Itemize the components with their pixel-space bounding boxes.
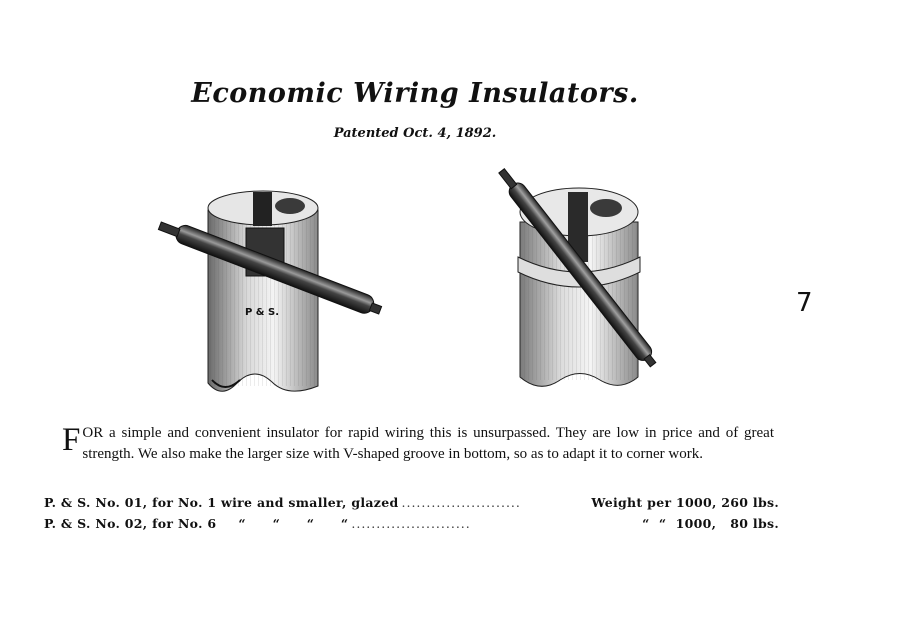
patent-subtitle: Patented Oct. 4, 1892. (333, 126, 497, 141)
insulator-illustration-left (150, 168, 400, 403)
leader-dots: ........................ (351, 516, 471, 531)
product-list (44, 495, 779, 537)
ditto-mark: “ (306, 516, 315, 531)
insulator-illustration-right (480, 162, 680, 402)
page-title: Economic Wiring Insulators. (191, 78, 639, 109)
product-weight-01: Weight per 1000, 260 lbs. (591, 495, 779, 510)
product-description-01: P. & S. No. 01, for No. 1 wire and smaller, glazed (44, 495, 399, 510)
product-description-02: P. & S. No. 02, for No. 6 (44, 516, 217, 531)
page-number: 7 (796, 288, 813, 318)
ditto-mark: “ (272, 516, 281, 531)
product-row (44, 495, 779, 516)
ditto-mark: “ (340, 516, 349, 531)
ditto-mark: “ (238, 516, 246, 531)
product-description (62, 423, 774, 465)
leader-dots: ........................ (401, 495, 521, 510)
ditto-marks (216, 516, 348, 531)
product-row (44, 516, 779, 537)
product-weight-02: “ “ 1000, 80 lbs. (642, 516, 779, 531)
drop-cap: F (62, 422, 81, 458)
maker-mark: P & S. (245, 307, 280, 318)
description-text: OR a simple and convenient insulator for rapid wiring this is unsurpassed. They are low in price and of great strength. We also make the larger size with V-shaped groove in bottom, so as to adapt it to corner work. (82, 425, 774, 462)
